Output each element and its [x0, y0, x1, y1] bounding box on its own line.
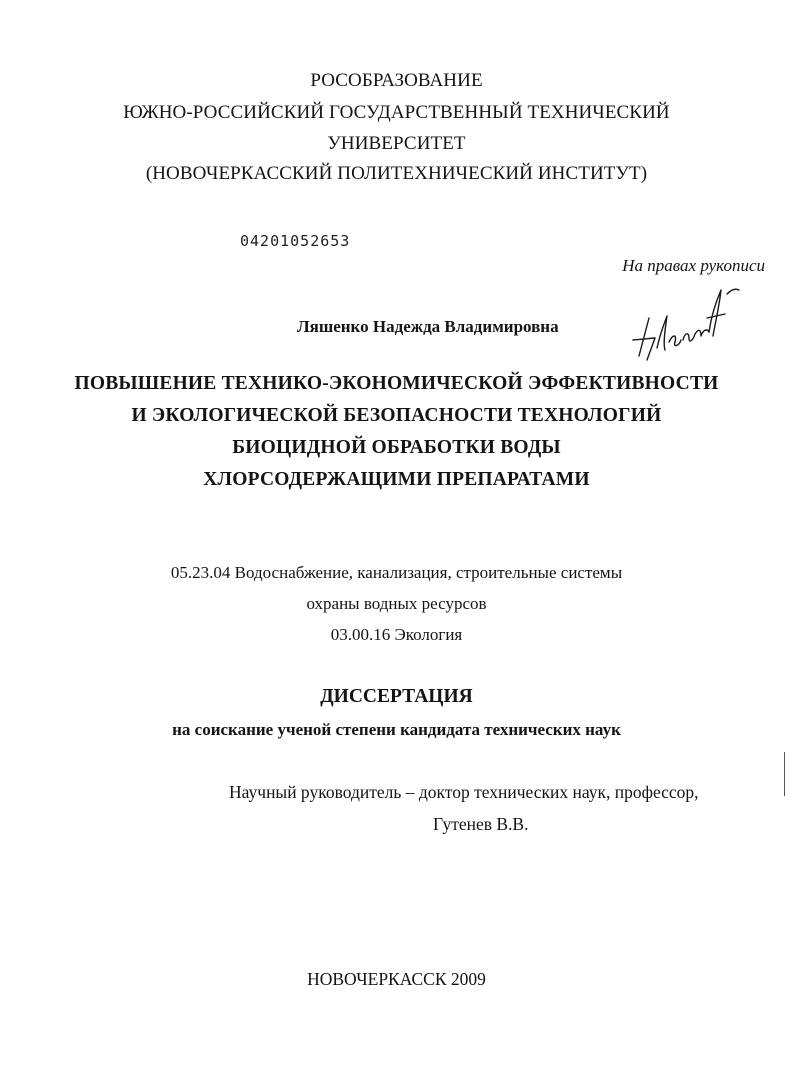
document-type: ДИССЕРТАЦИЯ — [320, 686, 473, 707]
signature-image — [625, 278, 745, 368]
scan-edge-mark — [784, 752, 785, 796]
degree-line: на соискание ученой степени кандидата технических наук — [172, 720, 621, 739]
specialty-line-2: охраны водных ресурсов — [306, 594, 487, 613]
title-line-4: ХЛОРСОДЕРЖАЩИМИ ПРЕПАРАТАМИ — [203, 469, 590, 490]
catalog-number: 04201052653 — [240, 232, 351, 250]
title-line-3: БИОЦИДНОЙ ОБРАБОТКИ ВОДЫ — [232, 437, 561, 458]
title-line-2: И ЭКОЛОГИЧЕСКОЙ БЕЗОПАСНОСТИ ТЕХНОЛОГИЙ — [131, 405, 662, 426]
header-line-1: РОСОБРАЗОВАНИЕ — [310, 70, 483, 91]
specialty-line-3: 03.00.16 Экология — [330, 625, 463, 644]
supervisor-line-2: Гутенев В.В. — [433, 814, 529, 834]
footer-city-year: НОВОЧЕРКАССК 2009 — [307, 969, 486, 989]
header-line-3: УНИВЕРСИТЕТ — [327, 133, 466, 154]
supervisor-line-1: Научный руководитель – доктор технических наук, профессор, — [229, 782, 699, 802]
specialty-line-1: 05.23.04 Водоснабжение, канализация, строительные системы — [170, 563, 623, 582]
author-name: Ляшенко Надежда Владимировна — [297, 317, 559, 336]
title-line-1: ПОВЫШЕНИЕ ТЕХНИКО-ЭКОНОМИЧЕСКОЙ ЭФФЕКТИВНОСТИ — [74, 373, 719, 394]
manuscript-note: На правах рукописи — [622, 256, 765, 275]
header-line-2: ЮЖНО-РОССИЙСКИЙ ГОСУДАРСТВЕННЫЙ ТЕХНИЧЕСКИЙ — [123, 102, 670, 123]
header-line-4: (НОВОЧЕРКАССКИЙ ПОЛИТЕХНИЧЕСКИЙ ИНСТИТУТ) — [145, 163, 648, 184]
